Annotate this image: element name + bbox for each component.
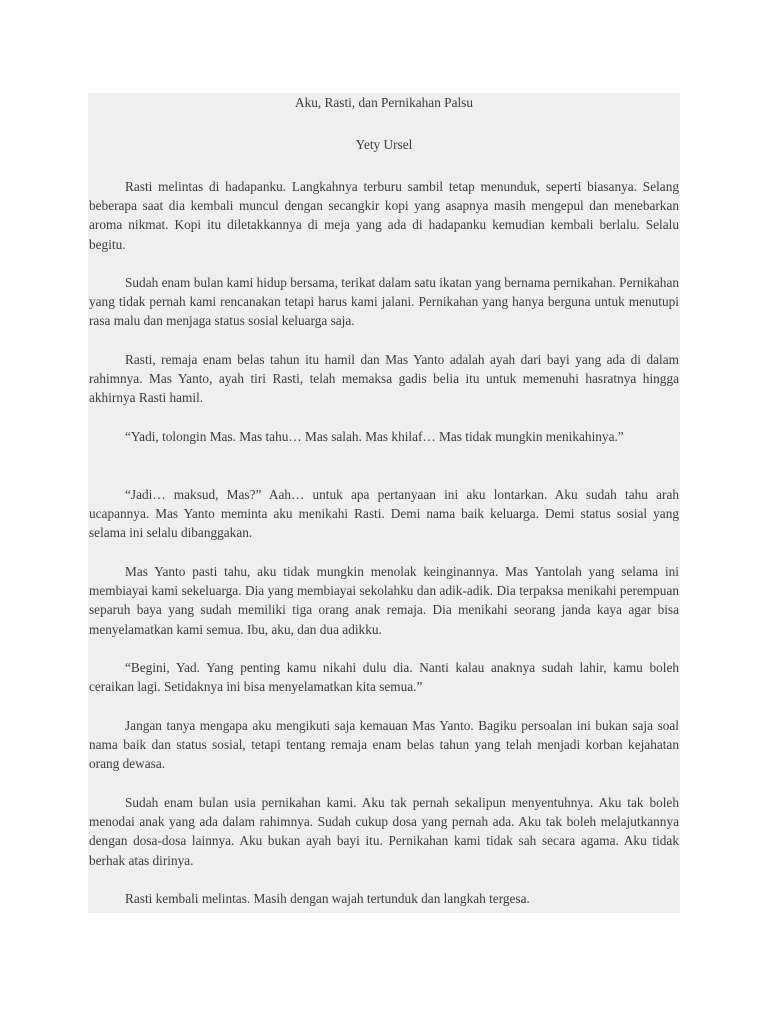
document-page	[88, 93, 680, 913]
paragraph: Sudah enam bulan kami hidup bersama, terikat dalam satu ikatan yang bernama pernikahan. Pernikahan yang tidak pernah kami rencanakan tetapi harus kami jalani. Pernikahan yang hanya berguna untuk menutupi rasa malu dan menjaga status sosial keluarga saja.	[89, 275, 679, 329]
paragraph: Jangan tanya mengapa aku mengikuti saja kemauan Mas Yanto. Bagiku persoalan ini bukan saja soal nama baik dan status sosial, tetapi tentang remaja enam belas tahun yang telah menjadi korban kejahatan orang dewasa.	[89, 718, 679, 772]
paragraph: Sudah enam bulan usia pernikahan kami. Aku tak pernah sekalipun menyentuhnya. Aku tak boleh menodai anak yang ada dalam rahimnya. Sudah cukup dosa yang pernah ada. Aku tak boleh melajutkannya dengan dosa-dosa lainnya. Aku bukan ayah bayi itu. Pernikahan kami tidak sah secara agama. Aku tidak berhak atas dirinya.	[89, 795, 679, 868]
paragraph: Mas Yanto pasti tahu, aku tidak mungkin menolak keinginannya. Mas Yantolah yang selama ini membiayai kami sekeluarga. Dia yang membiayai sekolahku dan adik-adik. Dia terpaksa menikahi perempuan separuh baya yang sudah memiliki tiga orang anak remaja. Dia menikahi seorang janda kaya agar bisa menyelamatkan kami semua. Ibu, aku, dan dua adikku.	[89, 564, 679, 637]
paragraph: “Begini, Yad. Yang penting kamu nikahi dulu dia. Nanti kalau anaknya sudah lahir, kamu boleh ceraikan lagi. Setidaknya ini bisa menyelamatkan kita semua.”	[89, 660, 679, 695]
paragraph: Rasti kembali melintas. Masih dengan wajah tertunduk dan langkah tergesa.	[125, 891, 530, 906]
paragraph: Rasti melintas di hadapanku. Langkahnya terburu sambil tetap menunduk, seperti biasanya. Selang beberapa saat dia kembali muncul dengan secangkir kopi yang asapnya masih mengepul dan menebarkan aroma nikmat. Kopi itu diletakkannya di meja yang ada di hadapanku kemudian kembali berlalu. Selalu begitu.	[89, 179, 679, 252]
document-author: Yety Ursel	[355, 137, 413, 152]
paragraph: “Yadi, tolongin Mas. Mas tahu… Mas salah. Mas khilaf… Mas tidak mungkin menikahinya.”	[125, 429, 624, 444]
paragraph: Rasti, remaja enam belas tahun itu hamil dan Mas Yanto adalah ayah dari bayi yang ada di dalam rahimnya. Mas Yanto, ayah tiri Rasti, telah memaksa gadis belia itu untuk memenuhi hasratnya hingga akhirnya Rasti hamil.	[89, 352, 679, 406]
paragraph: “Jadi… maksud, Mas?” Aah… untuk apa pertanyaan ini aku lontarkan. Aku sudah tahu arah ucapannya. Mas Yanto meminta aku menikahi Rasti. Demi nama baik keluarga. Demi status sosial yang selama ini selalu dibanggakan.	[89, 487, 679, 541]
document-title: Aku, Rasti, dan Pernikahan Palsu	[294, 95, 473, 110]
